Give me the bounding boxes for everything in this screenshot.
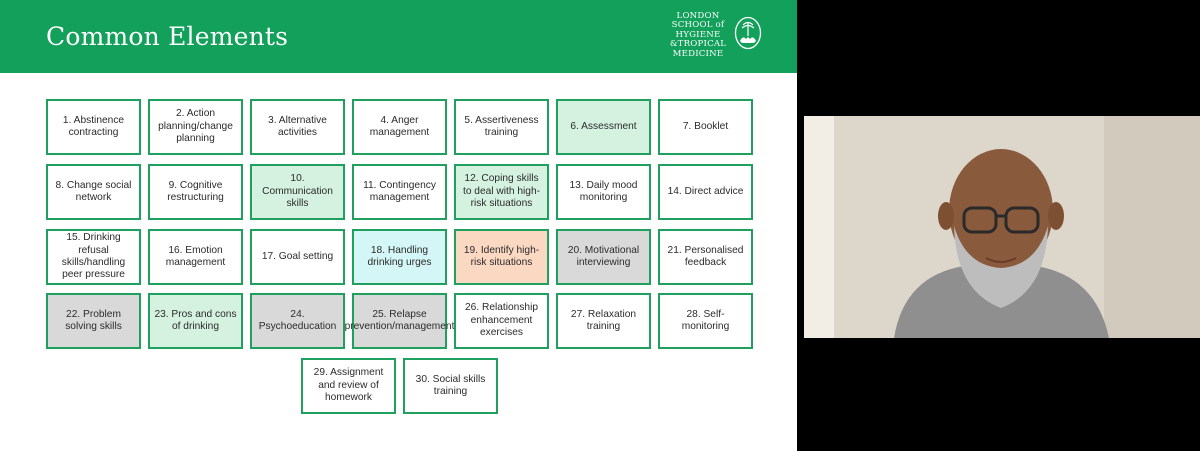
- school-logo: [664, 12, 774, 68]
- element-card-11: 11. Contingency management: [352, 164, 447, 220]
- element-card-16: 16. Emotion management: [148, 229, 243, 285]
- logo-text: LONDON SCHOOL of HYGIENE &TROPICAL MEDICINE: [669, 11, 727, 59]
- element-card-19: 19. Identify high-risk situations: [454, 229, 549, 285]
- element-card-23: 23. Pros and cons of drinking: [148, 293, 243, 349]
- slide-title: Common Elements: [46, 22, 289, 51]
- element-card-1: 1. Abstinence contracting: [46, 99, 141, 155]
- element-card-10: 10. Communication skills: [250, 164, 345, 220]
- element-card-9: 9. Cognitive restructuring: [148, 164, 243, 220]
- element-card-28: 28. Self-monitoring: [658, 293, 753, 349]
- element-card-30: 30. Social skills training: [403, 358, 498, 414]
- element-card-3: 3. Alternative activities: [250, 99, 345, 155]
- element-card-5: 5. Assertiveness training: [454, 99, 549, 155]
- crest-icon: [734, 16, 762, 50]
- slide-header: [0, 0, 797, 73]
- element-card-15: 15. Drinking refusal skills/handling peer pressure: [46, 229, 141, 285]
- element-card-4: 4. Anger management: [352, 99, 447, 155]
- element-card-17: 17. Goal setting: [250, 229, 345, 285]
- element-card-29: 29. Assignment and review of homework: [301, 358, 396, 414]
- element-card-18: 18. Handling drinking urges: [352, 229, 447, 285]
- element-card-22: 22. Problem solving skills: [46, 293, 141, 349]
- element-card-12: 12. Coping skills to deal with high-risk situations: [454, 164, 549, 220]
- element-card-6: 6. Assessment: [556, 99, 651, 155]
- element-card-25: 25. Relapse prevention/management: [352, 293, 447, 349]
- element-card-14: 14. Direct advice: [658, 164, 753, 220]
- element-card-13: 13. Daily mood monitoring: [556, 164, 651, 220]
- element-card-21: 21. Personalised feedback: [658, 229, 753, 285]
- element-card-8: 8. Change social network: [46, 164, 141, 220]
- webcam-video-feed[interactable]: [804, 116, 1200, 338]
- speaker-video: [804, 116, 1200, 338]
- element-card-7: 7. Booklet: [658, 99, 753, 155]
- element-card-2: 2. Action planning/change planning: [148, 99, 243, 155]
- element-card-26: 26. Relationship enhancement exercises: [454, 293, 549, 349]
- element-card-20: 20. Motivational interviewing: [556, 229, 651, 285]
- element-card-24: 24. Psychoeducation: [250, 293, 345, 349]
- element-card-27: 27. Relaxation training: [556, 293, 651, 349]
